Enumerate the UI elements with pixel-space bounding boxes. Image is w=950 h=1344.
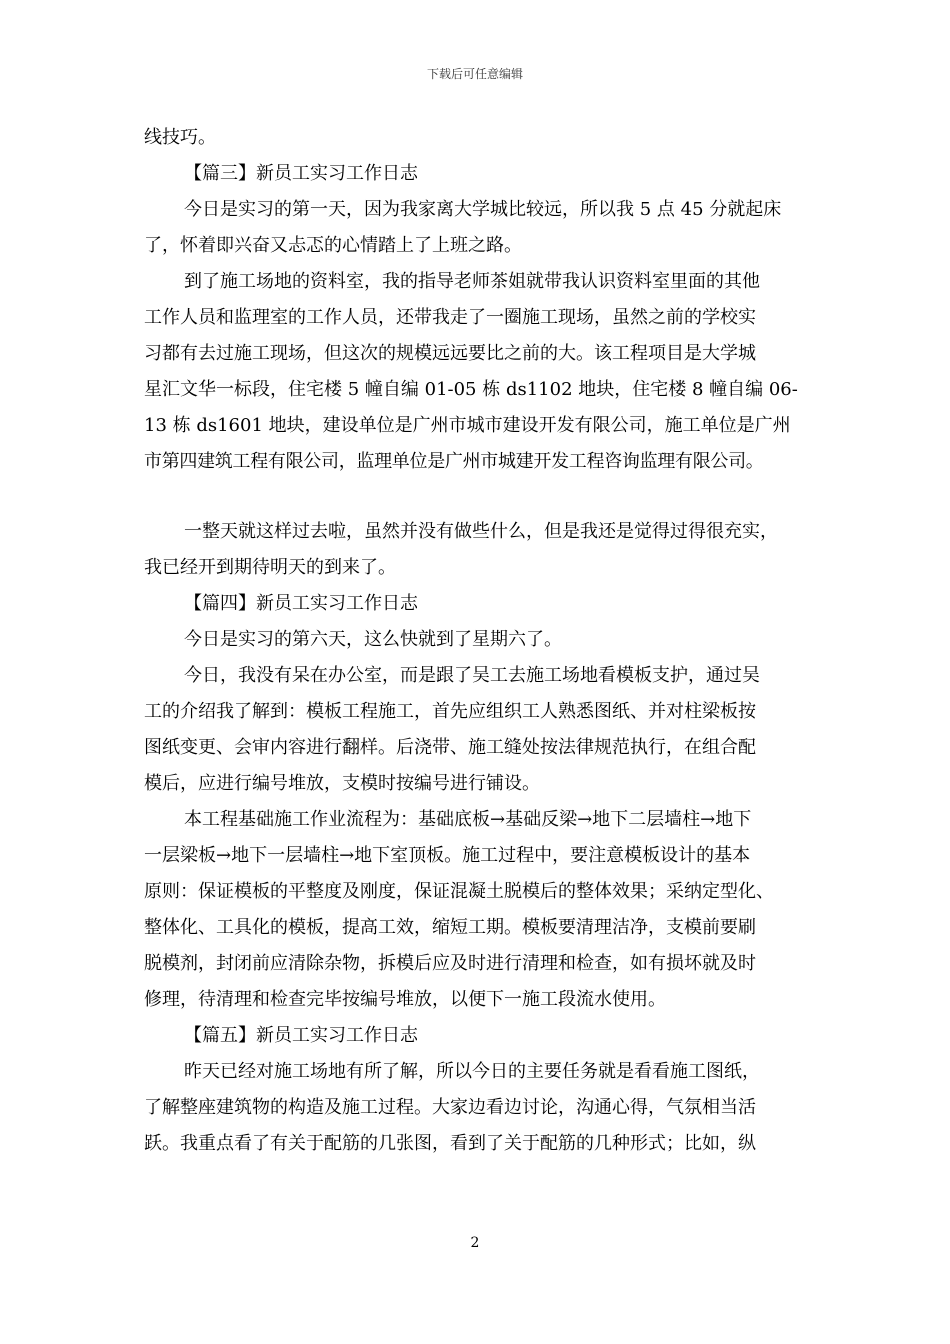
text-line: 原则：保证模板的平整度及刚度，保证混凝土脱模后的整体效果；采纳定型化、 [144, 881, 774, 902]
section-heading-4: 【篇四】新员工实习工作日志 [184, 593, 418, 614]
blank-line [144, 480, 824, 514]
text-line: 了解整座建筑物的构造及施工过程。大家边看边讨论，沟通心得，气氛相当活 [144, 1097, 756, 1118]
text-line: 13 栋 ds1601 地块，建设单位是广州市城市建设开发有限公司，施工单位是广州 [144, 415, 791, 436]
section-heading-5: 【篇五】新员工实习工作日志 [184, 1025, 418, 1046]
text-line: 图纸变更、会审内容进行翻样。后浇带、施工缝处按法律规范执行，在组合配 [144, 737, 756, 758]
text-line: 一层梁板→地下一层墙柱→地下室顶板。施工过程中，要注意模板设计的基本 [144, 845, 751, 866]
text-line: 星汇文华一标段，住宅楼 5 幢自编 01-05 栋 ds1102 地块，住宅楼 8 幢自编 06- [144, 379, 798, 400]
text-line: 市第四建筑工程有限公司，监理单位是广州市城建开发工程咨询监理有限公司。 [144, 451, 764, 472]
section-heading-3: 【篇三】新员工实习工作日志 [184, 163, 418, 184]
text-line: 习都有去过施工现场，但这次的规模远远要比之前的大。该工程项目是大学城 [144, 343, 756, 364]
text-line: 线技巧。 [144, 127, 216, 148]
text-line: 到了施工场地的资料室，我的指导老师茶姐就带我认识资料室里面的其他 [184, 271, 760, 292]
text-line: 工作人员和监理室的工作人员，还带我走了一圈施工现场，虽然之前的学校实 [144, 307, 756, 328]
text-line: 修理，待清理和检查完毕按编号堆放，以便下一施工段流水使用。 [144, 989, 666, 1010]
page-number: 2 [470, 1235, 480, 1251]
text-line: 今日是实习的第六天，这么快就到了星期六了。 [184, 629, 562, 650]
text-line: 脱模剂，封闭前应清除杂物，拆模后应及时进行清理和检查，如有损坏就及时 [144, 953, 756, 974]
text-line: 我已经开到期待明天的到来了。 [144, 557, 396, 578]
document-body [144, 120, 824, 1162]
text-line: 工的介绍我了解到：模板工程施工，首先应组织工人熟悉图纸、并对柱梁板按 [144, 701, 756, 722]
text-line: 了，怀着即兴奋又忐忑的心情踏上了上班之路。 [144, 235, 522, 256]
text-line: 整体化、工具化的模板，提高工效，缩短工期。模板要清理洁净，支模前要刷 [144, 917, 756, 938]
text-line: 今日是实习的第一天，因为我家离大学城比较远，所以我 5 点 45 分就起床 [184, 199, 782, 220]
page-header: 下载后可任意编辑 [426, 67, 523, 81]
text-line: 本工程基础施工作业流程为：基础底板→基础反梁→地下二层墙柱→地下 [184, 809, 752, 830]
text-line: 一整天就这样过去啦，虽然并没有做些什么，但是我还是觉得过得很充实， [184, 521, 778, 542]
text-line: 模后，应进行编号堆放，支模时按编号进行铺设。 [144, 773, 540, 794]
text-line: 今日，我没有呆在办公室，而是跟了吴工去施工场地看模板支护，通过吴 [184, 665, 760, 686]
text-line: 跃。我重点看了有关于配筋的几张图，看到了关于配筋的几种形式；比如，纵 [144, 1133, 756, 1154]
text-line: 昨天已经对施工场地有所了解，所以今日的主要任务就是看看施工图纸， [184, 1061, 760, 1082]
